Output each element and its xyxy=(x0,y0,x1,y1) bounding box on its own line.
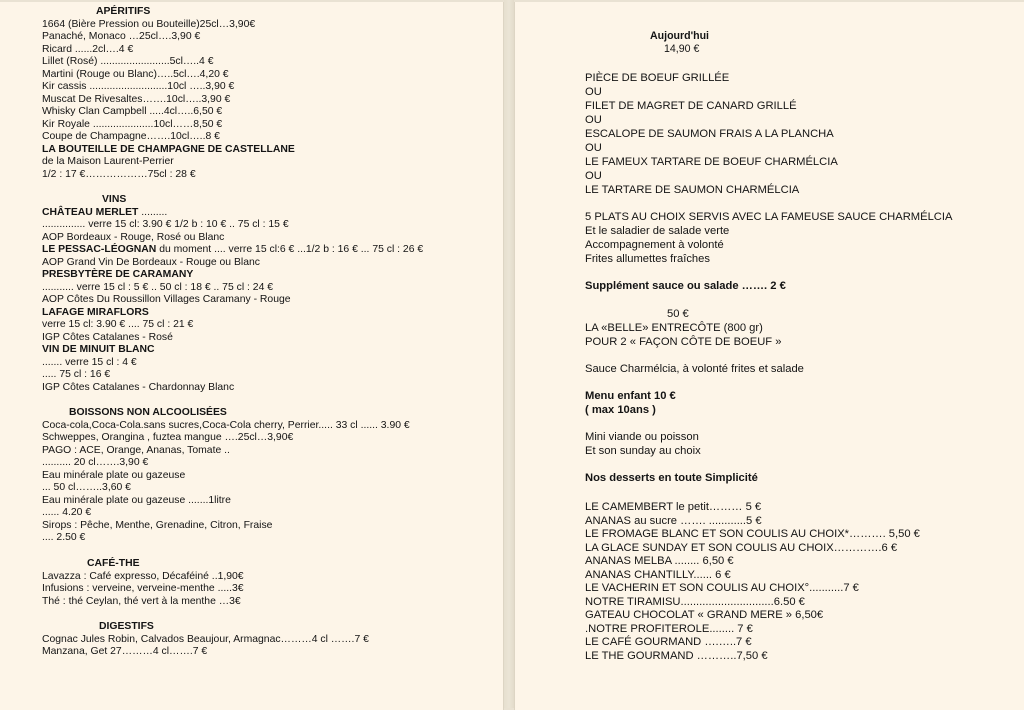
kids-menu-item: Et son sunday au choix xyxy=(585,445,701,457)
wine-price: ....... verre 15 cl : 4 € xyxy=(42,356,137,368)
menu-item: Whisky Clan Campbell .....4cl…..6,50 € xyxy=(42,106,223,117)
today-title: Aujourd'hui xyxy=(650,30,710,42)
dish-or: OU xyxy=(585,114,602,126)
wine-pessac-line xyxy=(42,244,423,257)
kids-menu-title: Menu enfant 10 € xyxy=(585,390,676,402)
menu-item: Eau minérale plate ou gazeuse .......1litre xyxy=(42,494,231,506)
wine-desc: IGP Côtes Catalanes - Chardonnay Blanc xyxy=(42,381,235,393)
menu-item: .......... 20 cl…….3,90 € xyxy=(42,457,149,468)
wine-desc: AOP Côtes Du Roussillon Villages Caramany - Rouge xyxy=(42,294,291,305)
dessert-item: GATEAU CHOCOLAT « GRAND MERE » 6,50€ xyxy=(585,609,824,621)
dish-or: OU xyxy=(585,142,602,154)
kids-menu-age: ( max 10ans ) xyxy=(585,404,656,416)
dessert-item: ANANAS CHANTILLY...... 6 € xyxy=(585,568,731,581)
wine-name: CHÂTEAU MERLET xyxy=(42,206,139,218)
dish-item: FILET DE MAGRET DE CANARD GRILLÉ xyxy=(585,100,797,112)
menu-item: Kir cassis ...........................10cl …..3,90 € xyxy=(42,81,235,92)
dessert-item: .NOTRE PROFITEROLE........ 7 € xyxy=(585,622,753,635)
menu-item: Muscat De Rivesaltes…….10cl…..3,90 € xyxy=(42,93,231,105)
menu-item: ...... 4.20 € xyxy=(42,507,92,518)
dish-item: LE TARTARE DE SAUMON CHARMÉLCIA xyxy=(585,184,800,196)
dessert-item: LE THE GOURMAND ………..7,50 € xyxy=(585,649,768,662)
menu-item: Sirops : Pêche, Menthe, Grenadine, Citron, Fraise xyxy=(42,519,273,531)
section-title-cafe-the: CAFÉ-THE xyxy=(87,558,140,569)
dessert-item: LA GLACE SUNDAY ET SON COULIS AU CHOIX………….6 € xyxy=(585,541,898,554)
dessert-item: LE CAFÉ GOURMAND ….…..7 € xyxy=(585,636,752,648)
menu-item: 1664 (Bière Pression ou Bouteille)25cl…3,90€ xyxy=(42,18,256,30)
wine-desc: IGP Côtes Catalanes - Rosé xyxy=(42,331,173,343)
wine-price: ..... 75 cl : 16 € xyxy=(42,369,111,380)
right-menu-page xyxy=(514,2,1024,710)
dish-item: ESCALOPE DE SAUMON FRAIS A LA PLANCHA xyxy=(585,128,834,140)
dessert-item: LE CAMEMBERT le petit……… 5 € xyxy=(585,501,762,513)
menu-item: Manzana, Get 27………4 cl…….7 € xyxy=(42,646,208,657)
entrecote-note: Sauce Charmélcia, à volonté frites et salade xyxy=(585,363,804,375)
info-line: Accompagnement à volonté xyxy=(585,239,724,251)
dessert-item: ANANAS au sucre ……. ............5 € xyxy=(585,514,762,527)
champagne-house: de la Maison Laurent-Perrier xyxy=(42,156,174,167)
menu-item: Ricard ......2cl….4 € xyxy=(42,43,134,55)
left-menu-page xyxy=(0,2,504,710)
section-title-aperitifs: APÉRITIFS xyxy=(96,6,151,17)
info-line: Et le saladier de salade verte xyxy=(585,225,730,237)
info-line: Frites allumettes fraîches xyxy=(585,253,710,265)
page-gutter xyxy=(504,0,514,708)
wine-price: ........... verre 15 cl : 5 € .. 50 cl : 18 € .. 75 cl : 24 € xyxy=(42,281,274,293)
wine-name: LAFAGE MIRAFLORS xyxy=(42,306,149,318)
supplement-line: Supplément sauce ou salade ……. 2 € xyxy=(585,280,786,292)
menu-item: Lavazza : Café expresso, Décaféiné ..1,90€ xyxy=(42,570,244,582)
wine-desc: AOP Grand Vin De Bordeaux - Rouge ou Blanc xyxy=(42,256,260,268)
menu-item: Panaché, Monaco …25cl….3,90 € xyxy=(42,31,201,42)
kids-menu-item: Mini viande ou poisson xyxy=(585,431,699,443)
menu-item: Coupe de Champagne…….10cl…..8 € xyxy=(42,131,220,142)
champagne-price: 1/2 : 17 €………………75cl : 28 € xyxy=(42,168,196,180)
wine-name: PRESBYTÈRE DE CARAMANY xyxy=(42,269,194,280)
section-title-digestifs: DIGESTIFS xyxy=(99,621,154,632)
wine-price: du moment .... verre 15 cl:6 € ...1/2 b : 16 € ... 75 cl : 26 € xyxy=(156,244,424,255)
section-title-vins: VINS xyxy=(102,194,127,205)
dessert-item: ANANAS MELBA ........ 6,50 € xyxy=(585,555,734,567)
wine-desc: AOP Bordeaux - Rouge, Rosé ou Blanc xyxy=(42,231,225,243)
wine-name: LE PESSAC-LÉOGNAN xyxy=(42,244,157,255)
menu-item: Kir Royale .....................10cl……8,50 € xyxy=(42,118,223,130)
today-price: 14,90 € xyxy=(664,43,700,55)
info-line: 5 PLATS AU CHOIX SERVIS AVEC LA FAMEUSE SAUCE CHARMÉLCIA xyxy=(585,211,953,223)
menu-item: Lillet (Rosé) ........................5cl…..4 € xyxy=(42,56,214,67)
wine-merlet-name-line xyxy=(42,207,167,220)
champagne-title: LA BOUTEILLE DE CHAMPAGNE DE CASTELLANE xyxy=(42,143,295,155)
menu-item: Martini (Rouge ou Blanc)…..5cl….4,20 € xyxy=(42,68,229,80)
menu-item: ... 50 cl……..3,60 € xyxy=(42,482,131,493)
wine-price: ............... verre 15 cl: 3.90 € 1/2 b : 10 € .. 75 cl : 15 € xyxy=(42,219,289,230)
dessert-item: LE FROMAGE BLANC ET SON COULIS AU CHOIX*………. 5,50 € xyxy=(585,528,920,540)
wine-price: verre 15 cl: 3.90 € .... 75 cl : 21 € xyxy=(42,319,194,330)
dish-or: OU xyxy=(585,86,602,98)
dish-or: OU xyxy=(585,170,602,182)
section-title-boissons: BOISSONS NON ALCOOLISÉES xyxy=(69,407,227,418)
desserts-title: Nos desserts en toute Simplicité xyxy=(585,472,758,484)
dessert-item: LE VACHERIN ET SON COULIS AU CHOIX°...........7 € xyxy=(585,582,859,594)
wine-name: VIN DE MINUIT BLANC xyxy=(42,344,155,355)
menu-item: Cognac Jules Robin, Calvados Beaujour, Armagnac………4 cl …….7 € xyxy=(42,633,369,645)
menu-item: Infusions : verveine, verveine-menthe .....3€ xyxy=(42,583,244,594)
dish-item: LE FAMEUX TARTARE DE BOEUF CHARMÉLCIA xyxy=(585,156,838,168)
wine-dots: ......... xyxy=(138,206,168,218)
dessert-item: NOTRE TIRAMISU..............................6.50 € xyxy=(585,595,805,608)
entrecote-title: LA «BELLE» ENTRECÔTE (800 gr) xyxy=(585,322,763,334)
entrecote-subtitle: POUR 2 « FAÇON CÔTE DE BOEUF » xyxy=(585,336,782,348)
menu-item: .... 2.50 € xyxy=(42,532,86,543)
menu-item: Coca-cola,Coca-Cola.sans sucres,Coca-Cola cherry, Perrier..... 33 cl ...... 3.90 € xyxy=(42,419,410,431)
dish-item: PIÈCE DE BOEUF GRILLÉE xyxy=(585,72,730,84)
menu-item: PAGO : ACE, Orange, Ananas, Tomate .. xyxy=(42,444,230,456)
entrecote-price: 50 € xyxy=(667,308,689,320)
menu-item: Thé : thé Ceylan, thé vert à la menthe …3€ xyxy=(42,595,241,607)
menu-item: Schweppes, Orangina , fuztea mangue ….25cl…3,90€ xyxy=(42,432,294,443)
menu-item: Eau minérale plate ou gazeuse xyxy=(42,469,186,481)
